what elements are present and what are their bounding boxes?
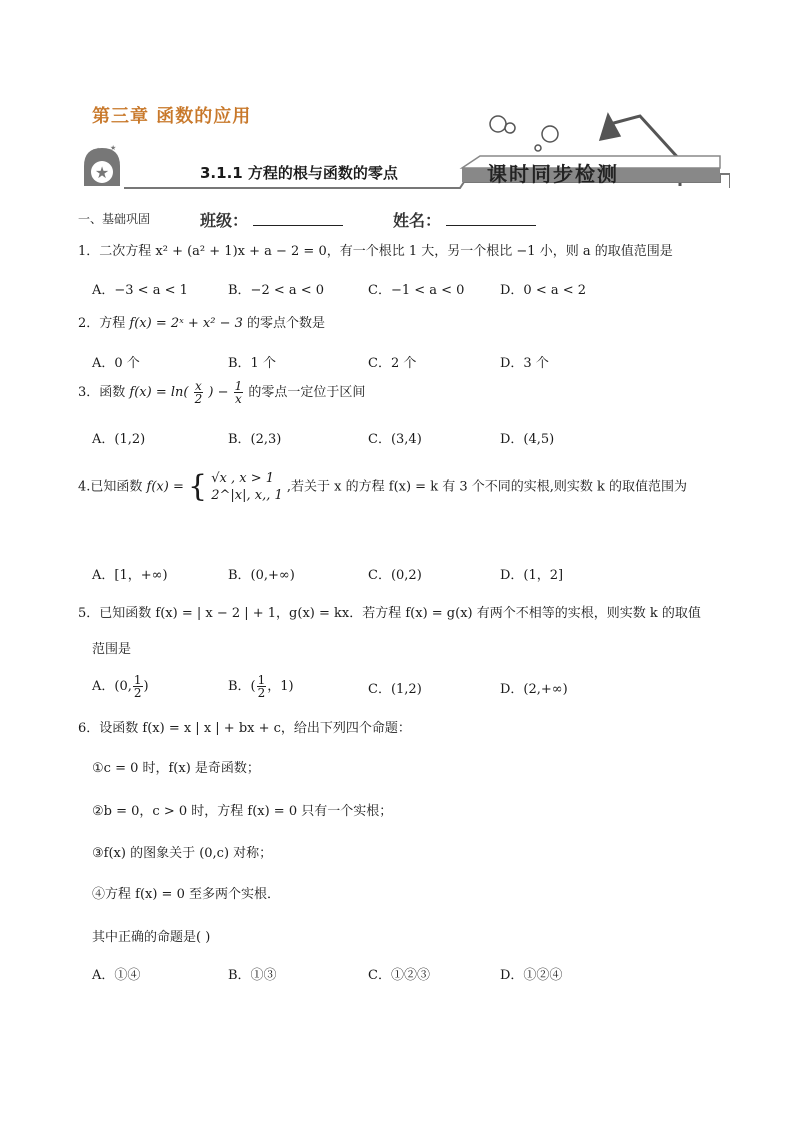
q6-ask: 其中正确的命题是( ) [92,930,211,945]
q1-option-d: D．0 < a < 2 [500,283,587,298]
question-2 [78,315,325,333]
q5-option-a-num: 1 [133,673,142,687]
q4-piece-1: √x , x > 1 [211,471,275,486]
q3-option-c: C．(3,4) [368,432,422,447]
q6-prop-3: ③f(x) 的图象关于 (0,c) 对称； [92,846,273,861]
q2-option-c: C．2 个 [368,356,417,371]
q2-option-d: D．3 个 [500,356,549,371]
q3-frac1-den: 2 [194,392,203,406]
class-field [200,208,343,231]
q4-pieces [211,470,283,504]
q5-option-b [228,674,294,699]
q4-option-a: A．[1，+∞) [92,568,168,583]
q5-option-b-post: ，1) [267,679,294,694]
q4-lhs: f(x) = [146,479,184,495]
q4-option-b: B．(0,+∞) [228,568,295,583]
q6-option-c: C．①②③ [368,968,430,983]
q3-lhs: f(x) = ln( [129,385,189,400]
star-badge-icon [84,144,120,186]
q3-suffix: 的零点一定位于区间 [248,385,366,400]
name-blank [446,211,536,226]
q2-formula: f(x) = 2ˣ + x² − 3 [129,316,243,331]
q5-option-b-pre: B．( [228,679,256,694]
class-label: 班级： [200,211,249,230]
q3-option-a: A．(1,2) [92,432,146,447]
q3-fraction-2 [234,380,244,405]
chapter-title: 第三章 函数的应用 [92,106,252,127]
name-field [393,208,536,231]
q5-option-a [92,674,149,699]
q1-option-a: A．−3 < a < 1 [92,283,188,298]
q3-option-d: D．(4,5) [500,432,555,447]
question-4 [78,470,687,504]
q2-option-a: A．0 个 [92,356,140,371]
q4-prefix: 4.已知函数 [78,479,143,495]
q3-frac1-num: x [195,379,202,393]
svg-text:★: ★ [110,144,117,152]
question-1: 1．二次方程 x² + (a² + 1)x + a − 2 = 0，有一个根比 1 大，另一个根比 −1 小，则 a 的取值范围是 [78,244,673,259]
q5-option-a-pre: A．(0, [92,679,132,694]
q4-brace: { [188,469,208,504]
svg-text:★: ★ [94,163,110,182]
sync-check-label: 课时同步检测 [487,162,619,186]
q4-piece-2: 2^|x|, x,, 1 [211,488,283,503]
q6-prop-4: ④方程 f(x) = 0 至多两个实根． [92,887,280,902]
q4-suffix: ,若关于 x 的方程 f(x) = k 有 3 个不同的实根,则实数 k 的取值范围为 [286,479,688,495]
q3-frac2-den: x [235,392,242,406]
q3-mid: ) − [208,385,233,400]
question-3 [78,380,365,405]
q3-prefix: 3．函数 [78,385,126,400]
svg-text:★: ★ [94,147,103,157]
lesson-title: 3.1.1 方程的根与函数的零点 [200,164,398,182]
q5-option-b-num: 1 [257,673,266,687]
class-blank [253,211,343,226]
q5-option-d: D．(2,+∞) [500,682,568,697]
question-6: 6．设函数 f(x) = x | x | + bx + c，给出下列四个命题： [78,721,411,736]
q6-option-a: A．①④ [92,968,141,983]
header-banner [80,110,730,200]
q5-option-a-den: 2 [133,686,142,700]
q2-prefix: 2．方程 [78,316,126,331]
question-5-line-2: 范围是 [92,642,132,657]
section-title: 一、基础巩固 [78,212,151,226]
q2-option-b: B．1 个 [228,356,276,371]
q3-option-b: B．(2,3) [228,432,282,447]
name-label: 姓名： [393,211,442,230]
q1-option-c: C．−1 < a < 0 [368,283,465,298]
q6-prop-1: ①c = 0 时，f(x) 是奇函数； [92,761,260,776]
q5-option-c: C．(1,2) [368,682,422,697]
q6-option-d: D．①②④ [500,968,563,983]
q1-option-b: B．−2 < a < 0 [228,283,325,298]
q4-option-d: D．(1，2] [500,568,564,583]
q3-fraction-1 [194,380,204,405]
q3-frac2-num: 1 [234,379,243,393]
q6-prop-2: ②b = 0，c > 0 时，方程 f(x) = 0 只有一个实根； [92,804,393,819]
question-5-line-1: 5．已知函数 f(x) = | x − 2 | + 1，g(x) = kx．若方程 f(x) = g(x) 有两个不相等的实根，则实数 k 的取值 [78,606,701,621]
q4-option-c: C．(0,2) [368,568,422,583]
q5-option-a-post: ) [143,679,149,694]
q5-option-a-frac [133,674,143,699]
q2-suffix: 的零点个数是 [247,316,326,331]
q5-option-b-frac [257,674,267,699]
q6-option-b: B．①③ [228,968,277,983]
q5-option-b-den: 2 [257,686,266,700]
